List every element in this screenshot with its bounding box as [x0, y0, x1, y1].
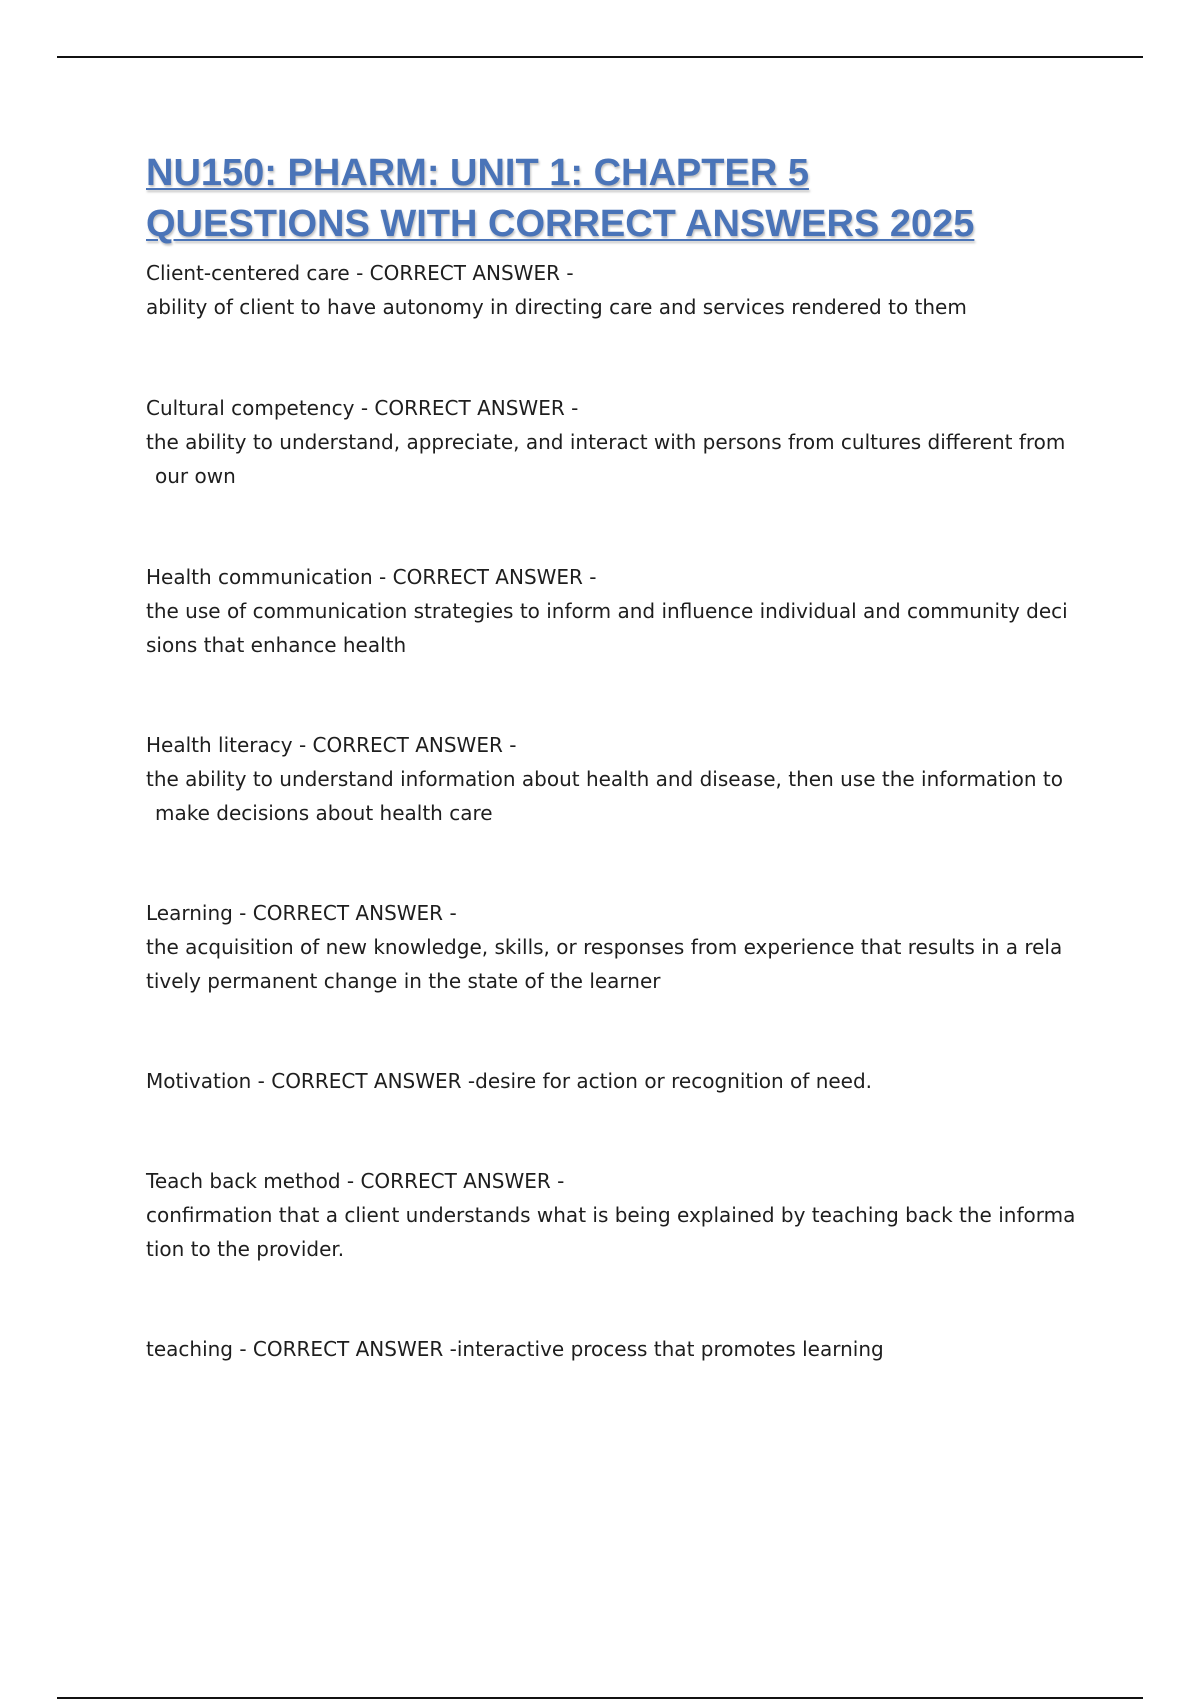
qa-entry-cultural-competency: [146, 391, 1086, 493]
title-line-2: QUESTIONS WITH CORRECT ANSWERS 2025: [146, 203, 975, 245]
bottom-rule: [57, 1697, 1143, 1699]
qa-entry-client-centered-care: [146, 256, 1086, 324]
qa-definition-line: the ability to understand information about health and disease, then use the information to: [146, 767, 1063, 791]
qa-term-line: Motivation - CORRECT ANSWER -desire for action or recognition of need.: [146, 1069, 873, 1093]
qa-entry-teaching: [146, 1332, 1086, 1366]
qa-entry-health-literacy: [146, 728, 1086, 830]
qa-term-line: Cultural competency - CORRECT ANSWER -: [146, 396, 579, 420]
top-rule: [57, 56, 1143, 58]
qa-definition-line: the ability to understand, appreciate, and interact with persons from cultures different from: [146, 430, 1066, 454]
qa-definition-line: the use of communication strategies to inform and influence individual and community deci: [146, 599, 1068, 623]
document-title: [146, 148, 1086, 250]
qa-term-line: Health communication - CORRECT ANSWER -: [146, 565, 597, 589]
qa-entry-learning: [146, 896, 1086, 998]
qa-entry-health-communication: [146, 560, 1086, 662]
qa-term-line: Learning - CORRECT ANSWER -: [146, 901, 457, 925]
qa-definition-line: the acquisition of new knowledge, skills, or responses from experience that results in a rela: [146, 935, 1063, 959]
qa-entry-motivation: [146, 1064, 1086, 1098]
qa-definition-continuation: make decisions about health care: [155, 801, 493, 825]
qa-entry-teach-back-method: [146, 1164, 1086, 1266]
qa-definition-continuation: tively permanent change in the state of the learner: [146, 969, 661, 993]
qa-definition-continuation: our own: [155, 464, 236, 488]
qa-definition-continuation: sions that enhance health: [146, 633, 407, 657]
qa-definition-continuation: tion to the provider.: [146, 1237, 345, 1261]
qa-term-line: teaching - CORRECT ANSWER -interactive process that promotes learning: [146, 1337, 884, 1361]
document-body: [146, 148, 1086, 1366]
title-line-1: NU150: PHARM: UNIT 1: CHAPTER 5: [146, 152, 809, 194]
qa-term-line: Client-centered care - CORRECT ANSWER -: [146, 261, 574, 285]
qa-term-line: Health literacy - CORRECT ANSWER -: [146, 733, 517, 757]
qa-definition-line: confirmation that a client understands what is being explained by teaching back the informa: [146, 1203, 1076, 1227]
qa-definition-line: ability of client to have autonomy in directing care and services rendered to them: [146, 295, 967, 319]
qa-list: [146, 256, 1086, 1366]
qa-term-line: Teach back method - CORRECT ANSWER -: [146, 1169, 565, 1193]
